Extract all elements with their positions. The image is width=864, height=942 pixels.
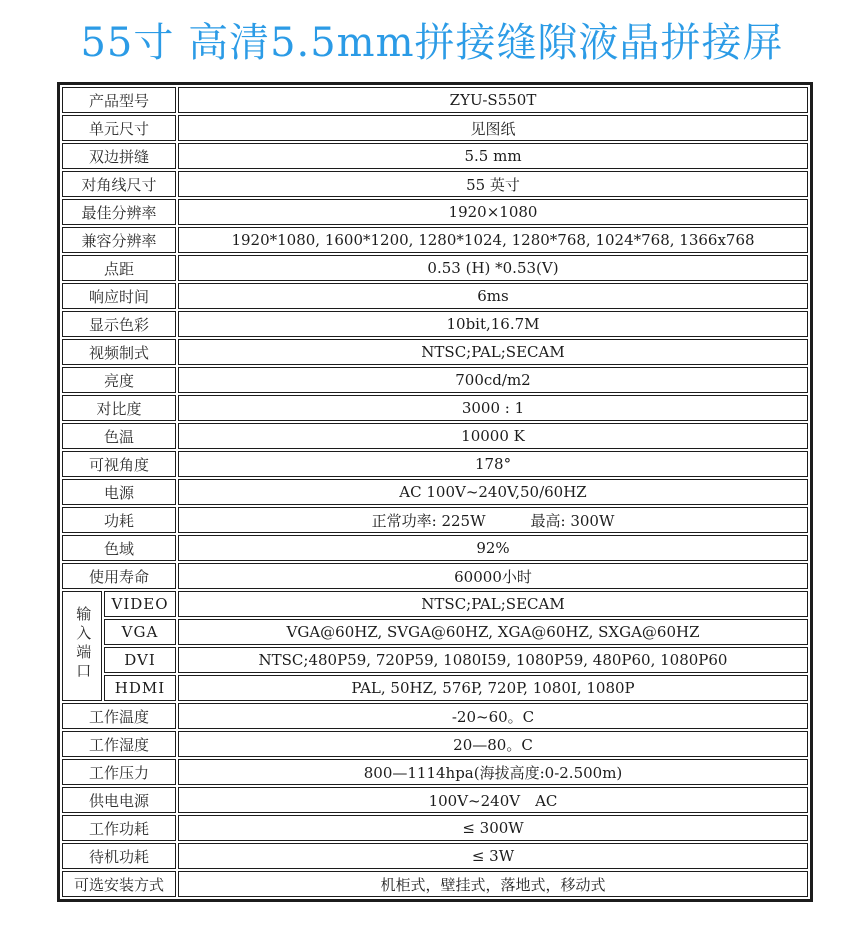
- spec-value: 1920×1080: [178, 199, 808, 225]
- port-label: HDMI: [104, 675, 176, 701]
- spec-label: 色温: [62, 423, 176, 449]
- spec-label: 功耗: [62, 507, 176, 533]
- spec-value: 0.53 (H) *0.53(V): [178, 255, 808, 281]
- spec-value: NTSC;PAL;SECAM: [178, 591, 808, 617]
- spec-label: 视频制式: [62, 339, 176, 365]
- table-row: [62, 843, 808, 869]
- table-row: [62, 815, 808, 841]
- spec-label: 供电电源: [62, 787, 176, 813]
- table-row: [62, 339, 808, 365]
- table-row: [62, 395, 808, 421]
- table-row: [62, 423, 808, 449]
- spec-value: 6ms: [178, 283, 808, 309]
- table-row: [62, 871, 808, 897]
- table-row: [62, 591, 808, 617]
- spec-label: 对比度: [62, 395, 176, 421]
- spec-table-body: [62, 87, 808, 897]
- table-row: [62, 171, 808, 197]
- spec-value: 178°: [178, 451, 808, 477]
- spec-value: 3000 : 1: [178, 395, 808, 421]
- table-row: [62, 227, 808, 253]
- spec-label: 使用寿命: [62, 563, 176, 589]
- table-row: [62, 647, 808, 673]
- spec-label: 单元尺寸: [62, 115, 176, 141]
- table-row: [62, 535, 808, 561]
- input-ports-group-label-text: 输入端口: [74, 605, 92, 682]
- table-row: [62, 87, 808, 113]
- spec-table: [57, 82, 813, 902]
- spec-label: 工作压力: [62, 759, 176, 785]
- spec-value: AC 100V~240V,50/60HZ: [178, 479, 808, 505]
- spec-label: 电源: [62, 479, 176, 505]
- spec-value: 10bit,16.7M: [178, 311, 808, 337]
- port-label: DVI: [104, 647, 176, 673]
- spec-value: 20—80。C: [178, 731, 808, 757]
- spec-label: 工作湿度: [62, 731, 176, 757]
- table-row: [62, 143, 808, 169]
- spec-value: 100V~240V AC: [178, 787, 808, 813]
- input-ports-group-label: [62, 591, 102, 701]
- table-row: [62, 703, 808, 729]
- spec-value: ≤ 300W: [178, 815, 808, 841]
- spec-label: 待机功耗: [62, 843, 176, 869]
- port-label: VIDEO: [104, 591, 176, 617]
- table-row: [62, 115, 808, 141]
- spec-value: 60000小时: [178, 563, 808, 589]
- table-row: [62, 731, 808, 757]
- spec-value: 5.5 mm: [178, 143, 808, 169]
- table-row: [62, 199, 808, 225]
- table-row: [62, 675, 808, 701]
- table-row: [62, 563, 808, 589]
- spec-value: NTSC;PAL;SECAM: [178, 339, 808, 365]
- spec-label: 亮度: [62, 367, 176, 393]
- spec-value: 92%: [178, 535, 808, 561]
- spec-value: 见图纸: [178, 115, 808, 141]
- table-row: [62, 367, 808, 393]
- spec-value: VGA@60HZ, SVGA@60HZ, XGA@60HZ, SXGA@60HZ: [178, 619, 808, 645]
- spec-label: 工作功耗: [62, 815, 176, 841]
- page-title: 55寸 高清5.5mm拼接缝隙液晶拼接屏: [80, 20, 784, 66]
- spec-label: 对角线尺寸: [62, 171, 176, 197]
- spec-value: 10000 K: [178, 423, 808, 449]
- spec-value: -20~60。C: [178, 703, 808, 729]
- spec-label: 点距: [62, 255, 176, 281]
- spec-value: PAL, 50HZ, 576P, 720P, 1080I, 1080P: [178, 675, 808, 701]
- spec-value: 机柜式，壁挂式，落地式，移动式: [178, 871, 808, 897]
- spec-label: 显示色彩: [62, 311, 176, 337]
- spec-value: NTSC;480P59, 720P59, 1080I59, 1080P59, 480P60, 1080P60: [178, 647, 808, 673]
- table-row: [62, 759, 808, 785]
- spec-value: 1920*1080, 1600*1200, 1280*1024, 1280*768, 1024*768, 1366x768: [178, 227, 808, 253]
- table-row: [62, 619, 808, 645]
- spec-label: 最佳分辨率: [62, 199, 176, 225]
- table-row: [62, 787, 808, 813]
- spec-value: ZYU-S550T: [178, 87, 808, 113]
- spec-label: 双边拼缝: [62, 143, 176, 169]
- port-label: VGA: [104, 619, 176, 645]
- spec-value: 700cd/m2: [178, 367, 808, 393]
- spec-label: 可视角度: [62, 451, 176, 477]
- spec-value: 800—1114hpa(海拔高度:0-2.500m): [178, 759, 808, 785]
- spec-label: 兼容分辨率: [62, 227, 176, 253]
- table-row: [62, 255, 808, 281]
- table-row: [62, 451, 808, 477]
- spec-value: 正常功率: 225W 最高: 300W: [178, 507, 808, 533]
- table-row: [62, 311, 808, 337]
- table-row: [62, 479, 808, 505]
- spec-label: 色域: [62, 535, 176, 561]
- table-row: [62, 507, 808, 533]
- spec-value: ≤ 3W: [178, 843, 808, 869]
- spec-label: 响应时间: [62, 283, 176, 309]
- spec-label: 工作温度: [62, 703, 176, 729]
- table-row: [62, 283, 808, 309]
- spec-label: 产品型号: [62, 87, 176, 113]
- spec-value: 55 英寸: [178, 171, 808, 197]
- spec-label: 可选安装方式: [62, 871, 176, 897]
